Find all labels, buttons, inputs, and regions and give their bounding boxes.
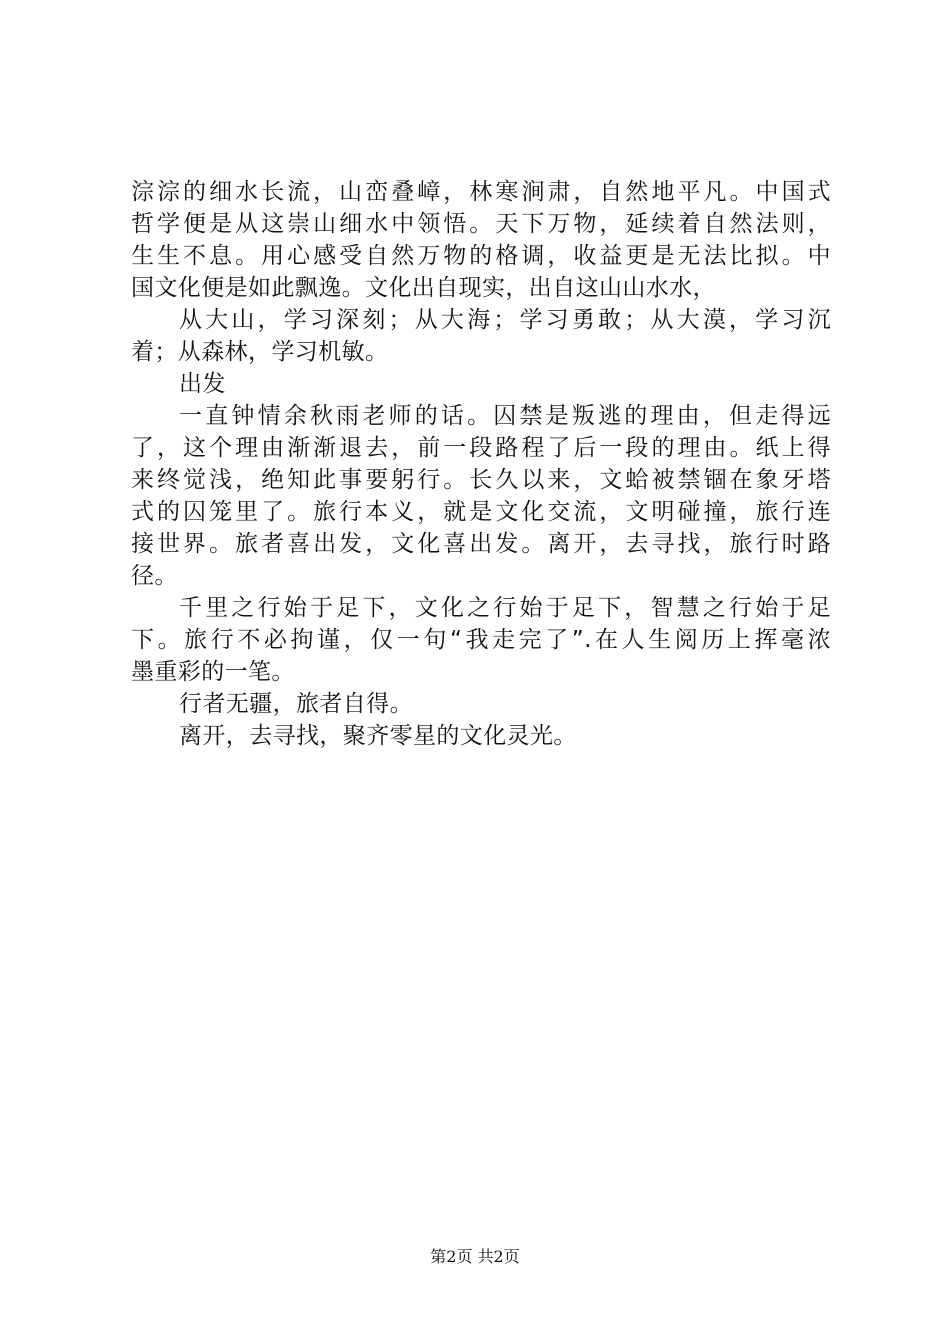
text-line: 径。	[131, 563, 178, 589]
page-number-footer: 第2页 共2页	[430, 1247, 520, 1266]
paragraph-first-line: 千里之行始于足下，文化之行始于足下，智慧之行始于足	[179, 595, 831, 621]
section-heading: 出发	[179, 371, 226, 397]
paragraph-first-line: 离开，去寻找，聚齐零星的文化灵光。	[179, 723, 577, 749]
text-line: 淙淙的细水长流，山峦叠嶂，林寒涧肃，自然地平凡。中国式	[131, 179, 831, 205]
text-line: 国文化便是如此飘逸。文化出自现实，出自这山山水水，	[131, 275, 716, 301]
paragraph-first-line: 从大山，学习深刻；从大海；学习勇敢；从大漠，学习沉	[179, 307, 831, 333]
paragraph-first-line: 行者无疆，旅者自得。	[179, 691, 413, 717]
text-line: 了，这个理由渐渐退去，前一段路程了后一段的理由。纸上得	[131, 435, 831, 461]
text-line: 下。旅行不必拘谨，仅一句“我走完了”.在人生阅历上挥毫浓	[131, 627, 831, 653]
text-line: 接世界。旅者喜出发，文化喜出发。离开，去寻找，旅行时路	[131, 531, 831, 557]
paragraph-first-line: 一直钟情余秋雨老师的话。囚禁是叛逃的理由，但走得远	[179, 403, 831, 429]
body-text	[131, 176, 831, 752]
text-line: 哲学便是从这崇山细水中领悟。天下万物，延续着自然法则，	[131, 211, 831, 237]
text-line: 墨重彩的一笔。	[131, 659, 295, 685]
text-line: 式的囚笼里了。旅行本义，就是文化交流，文明碰撞，旅行连	[131, 499, 831, 525]
text-line: 生生不息。用心感受自然万物的格调，收益更是无法比拟。中	[131, 243, 831, 269]
text-line: 来终觉浅，绝知此事要躬行。长久以来，文蛤被禁锢在象牙塔	[131, 467, 831, 493]
text-line: 着；从森林，学习机敏。	[131, 339, 389, 365]
